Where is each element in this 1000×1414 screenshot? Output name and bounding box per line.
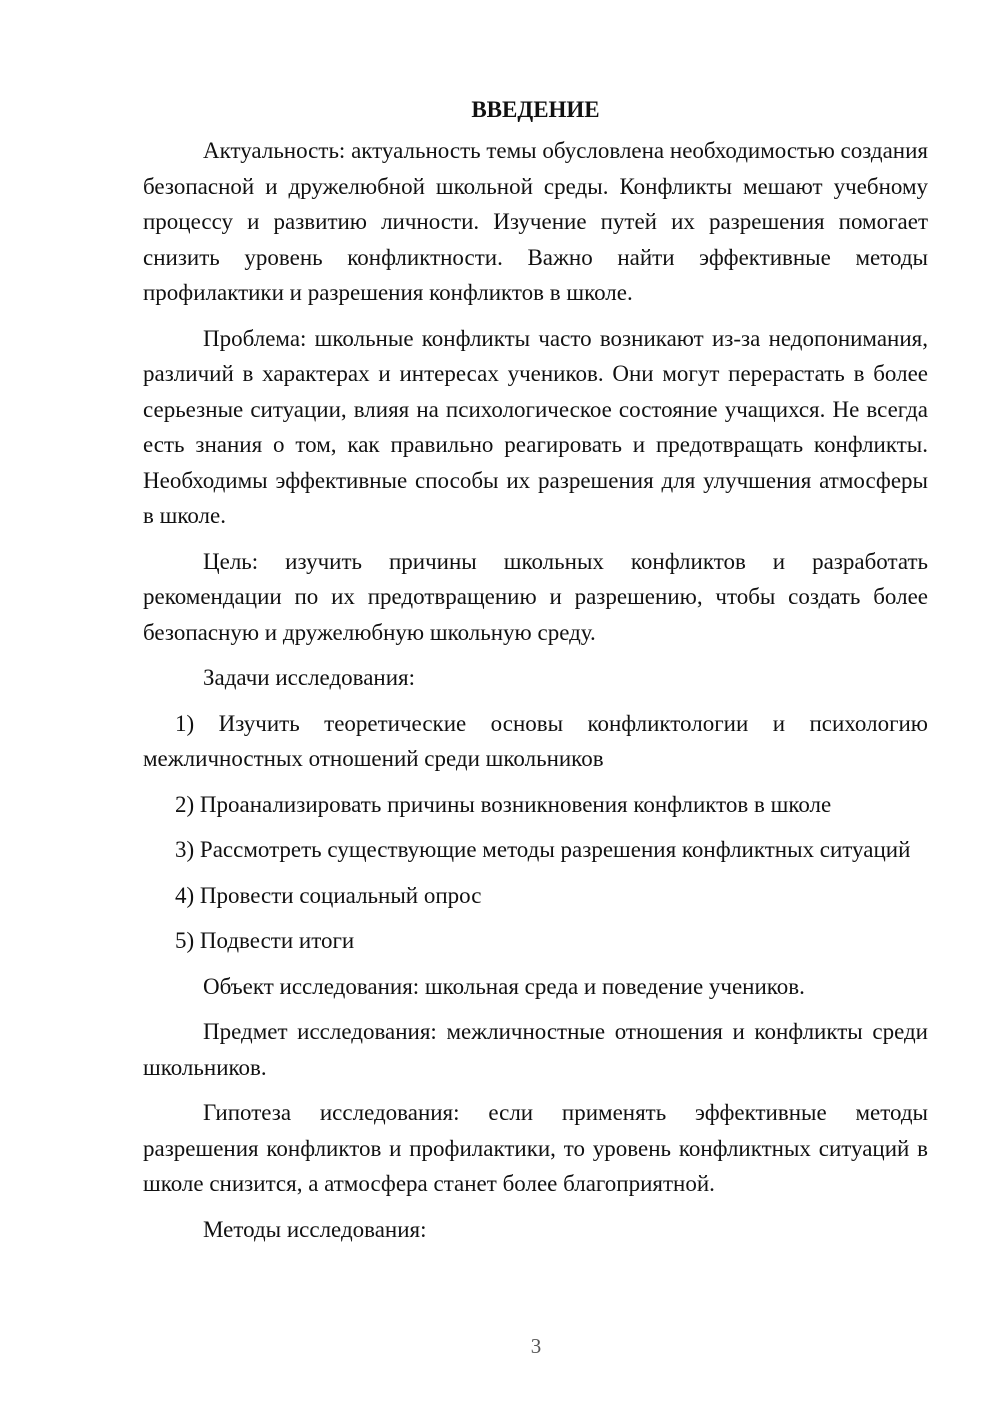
paragraph-hypothesis: Гипотеза исследования: если применять эффективные методы разрешения конфликтов и профилактики, то уровень конфликтных ситуаций в школе снизится, а атмосфера станет более благоприятной. (143, 1100, 928, 1196)
task-item-1: 1) Изучить теоретические основы конфликтологии и психологию межличностных отношений среди школьников (143, 710, 928, 771)
paragraph-goal: Цель: изучить причины школьных конфликтов и разработать рекомендации по их предотвращению и разрешению, чтобы создать более безопасную и дружелюбную школьную среду. (143, 548, 928, 645)
task-item-4: 4) Провести социальный опрос (175, 882, 482, 908)
paragraph-subject: Предмет исследования: межличностные отношения и конфликты среди школьников. (143, 1019, 928, 1080)
task-item-5: 5) Подвести итоги (175, 928, 355, 953)
paragraph-problem: Проблема: школьные конфликты часто возникают из-за недопонимания, различий в характерах и интересах учеников. Они могут перерастать в более серьезные ситуации, влияя на психологическое состояние учащихся. Не всегда есть знания о том, как правильно реагировать и предотвращать конфликты. Необходимы эффективные способы их разрешения для улучшения атмосферы в школе. (143, 325, 928, 528)
page-content (143, 92, 928, 1257)
paragraph-relevance: Актуальность: актуальность темы обусловлена необходимостью создания безопасной и дружелюбной школьной среды. Конфликты мешают учебному процессу и развитию личности. Изучение путей их разрешения помогает снизить уровень конфликтности. Важно найти эффективные методы профилактики и разрешения конфликтов в школе. (143, 138, 929, 305)
paragraph-object: Объект исследования: школьная среда и поведение учеников. (203, 973, 805, 999)
task-item-2: 2) Проанализировать причины возникновения конфликтов в школе (175, 791, 832, 817)
tasks-title: Задачи исследования: (203, 665, 416, 690)
methods-title: Методы исследования: (203, 1216, 427, 1242)
task-item-3: 3) Рассмотреть существующие методы разрешения конфликтных ситуаций (175, 837, 911, 862)
page-heading: ВВЕДЕНИЕ (471, 97, 600, 122)
page-number: 3 (530, 1334, 542, 1358)
